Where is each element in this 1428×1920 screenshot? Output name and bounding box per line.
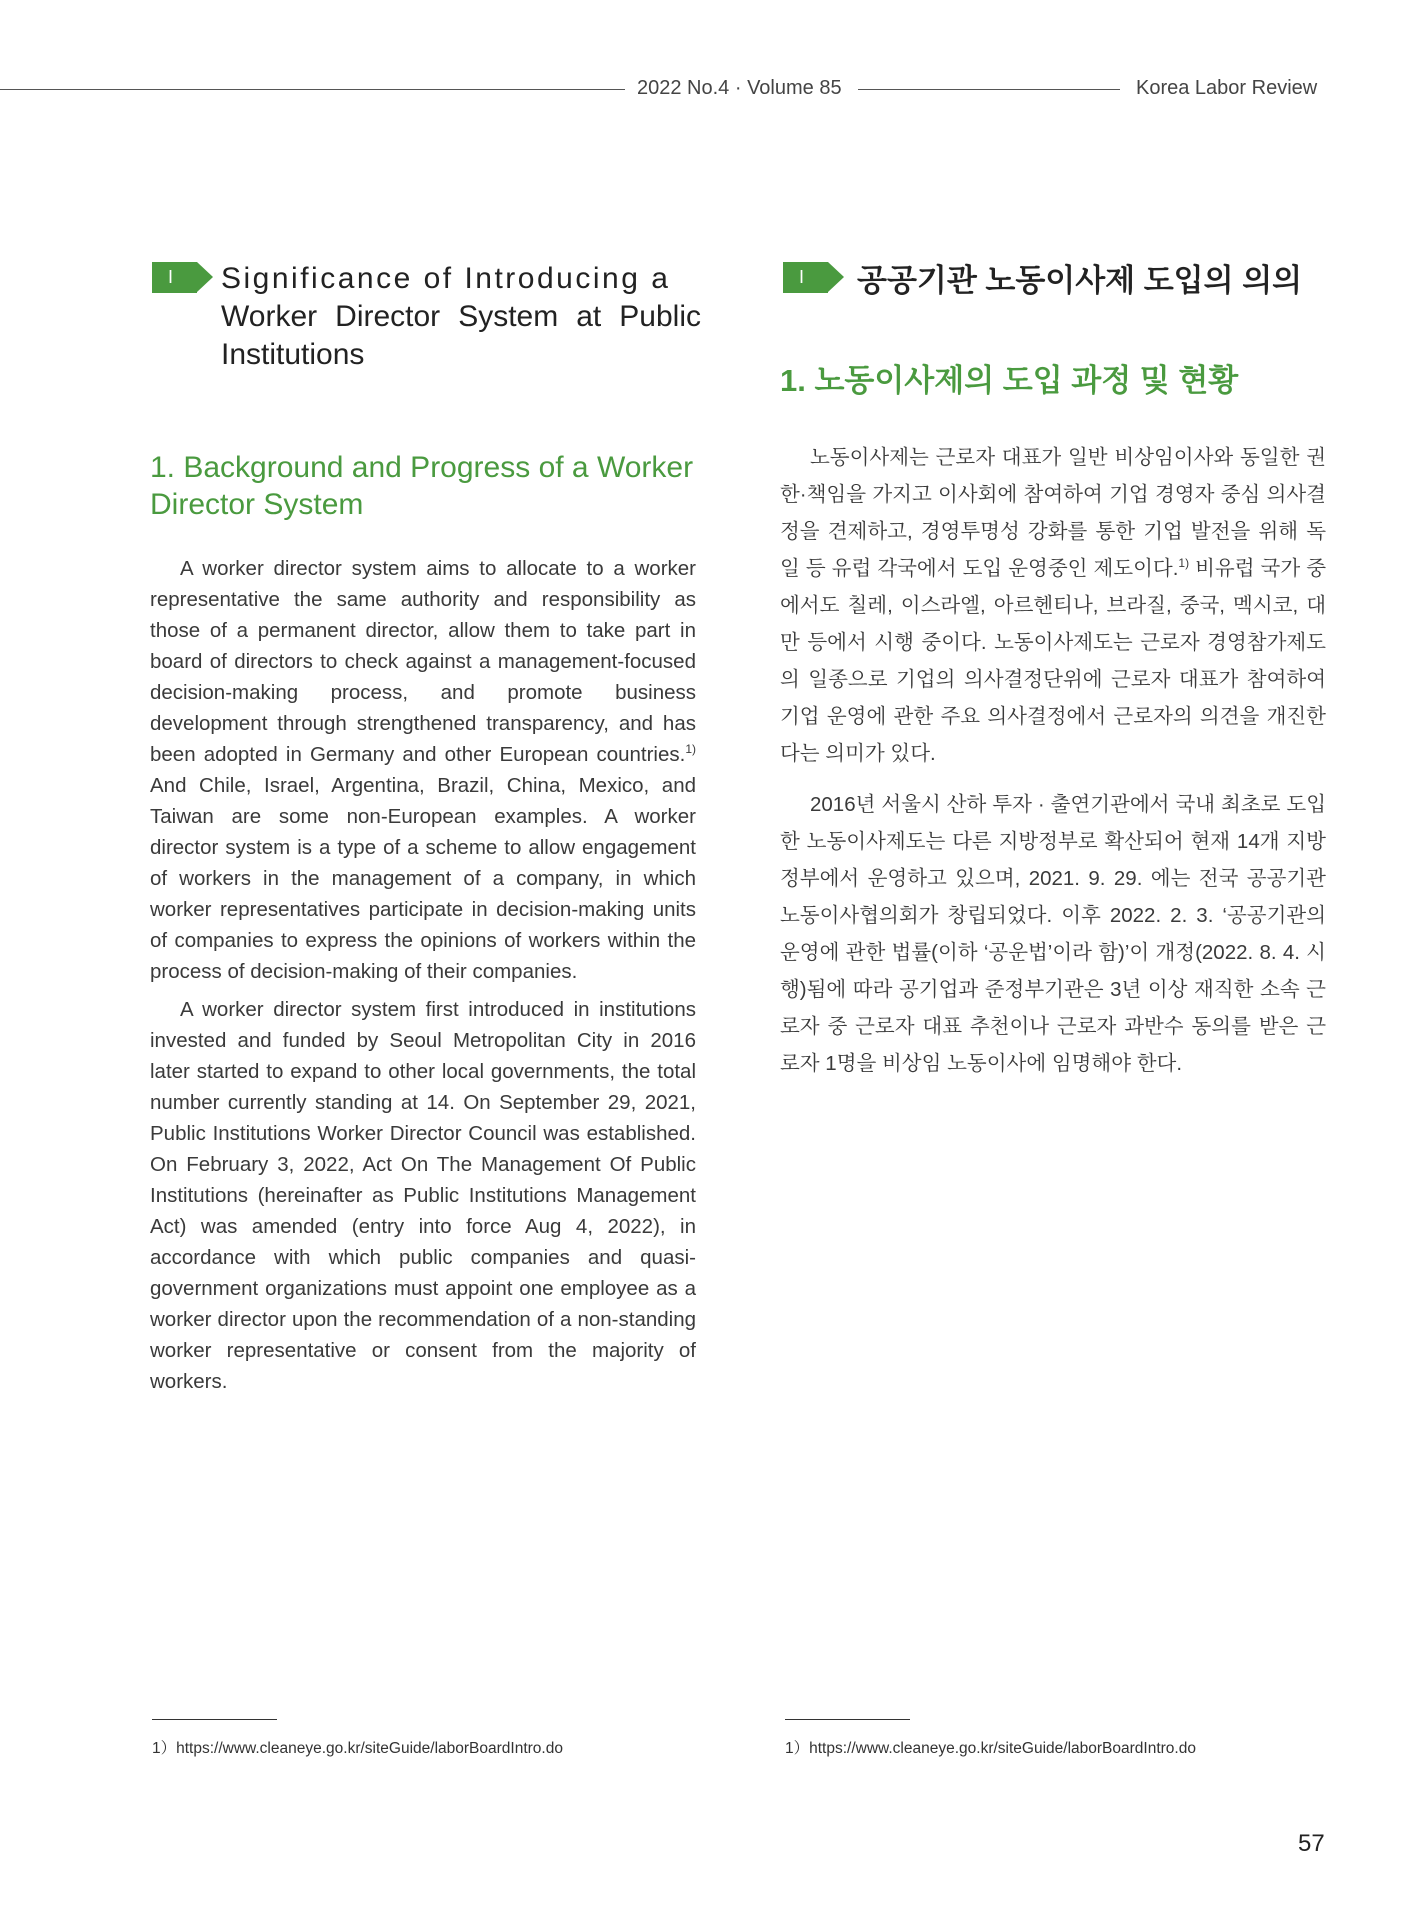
subsection-title-ko: 1. 노동이사제의 도입 과정 및 현황: [780, 363, 1239, 398]
footnote-marker-ko: 1): [1178, 556, 1190, 571]
footnote-rule-ko: [785, 1719, 910, 1720]
header-rule-mid: [858, 89, 1120, 90]
section-title-en: [221, 260, 701, 374]
footnote-marker-en: 1): [685, 742, 696, 757]
footnote-rule-en: [152, 1719, 277, 1720]
footnote-ko: 1）https://www.cleaneye.go.kr/siteGuide/laborBoardIntro.do: [785, 1740, 1196, 1757]
issue-label: 2022 No.4 · Volume 85: [637, 77, 842, 99]
section-title-en-rest: Worker Director System at Public Institutions: [221, 300, 701, 371]
section-badge-ko: [783, 262, 828, 293]
section-badge-en: [152, 262, 197, 293]
section-number-en: I: [167, 267, 173, 287]
body-text-ko: [780, 439, 1326, 1096]
footnote-en: 1）https://www.cleaneye.go.kr/siteGuide/laborBoardIntro.do: [152, 1740, 563, 1757]
journal-title: Korea Labor Review: [1136, 77, 1318, 99]
section-title-ko: 공공기관 노동이사제 도입의 의의: [857, 263, 1303, 298]
paragraph-ko-1: 노동이사제는 근로자 대표가 일반 비상임이사와 동일한 권한·책임을 가지고 이사회에 참여하여 기업 경영자 중심 의사결정을 견제하고, 경영투명성 강화를 통한 기업 발전을 위해 독일 등 유럽 각국에서 도입 운영중인 제도이다.$^{1)}$ 비유럽 국가 중에서도 칠레, 이스라엘, 아르헨티나, 브라질, 중국, 멕시코, 대만 등에서 시행 중이다. 노동이사제도는 근로자 경영참가제도의 일종으로 기업의 의사결정단위에 근로자 대표가 참여하여 기업 운영에 관한 주요 의사결정에서 근로자의 의견을 개진한다는 의미가 있다.: [780, 446, 1326, 765]
header-rule-left: [0, 89, 625, 90]
page-number: 57: [1298, 1830, 1325, 1857]
subsection-title-en: 1. Background and Progress of a Worker Director System: [150, 451, 694, 521]
section-title-en-line1: Significance of Introducing a: [221, 262, 671, 295]
section-number-ko: I: [798, 267, 804, 287]
paragraph-en-2: A worker director system first introduced in institutions invested and funded by Seoul Metropolitan City in 2016 later started to expand to other local governments, the total number currently standing at 14. On September 29, 2021, Public Institutions Worker Director Council was established. On February 3, 2022, Act On The Management Of Public Institutions (hereinafter as Public Institutions Management Act) was amended (entry into force Aug 4, 2022), in accordance with which public companies and quasi-government organizations must appoint one employee as a worker director upon the recommendation of a non-standing worker representative or consent from the majority of workers.: [150, 998, 696, 1393]
body-text-en: [150, 553, 696, 1404]
paragraph-en-1: A worker director system aims to allocate to a worker representative the same authority and responsibility as those of a permanent director, allow them to take part in board of directors to check against a management-focused decision-making process, and promote business development through strengthened transparency, and has been adopted in Germany and other European countries.$^{1)}$ And Chile, Israel, Argentina, Brazil, China, Mexico, and Taiwan are some non-European examples. A worker director system is a type of a scheme to allow engagement of workers in the management of a company, in which worker representatives participate in decision-making units of companies to express the opinions of workers within the process of decision-making of their companies.: [150, 557, 696, 983]
paragraph-ko-2: 2016년 서울시 산하 투자 · 출연기관에서 국내 최초로 도입한 노동이사제도는 다른 지방정부로 확산되어 현재 14개 지방정부에서 운영하고 있으며, 2021. 9. 29. 에는 전국 공공기관 노동이사협의회가 창립되었다. 이후 2022. 2. 3. ‘공공기관의 운영에 관한 법률(이하 ‘공운법’이라 함)’이 개정(2022. 8. 4. 시행)됨에 따라 공기업과 준정부기관은 3년 이상 재직한 소속 근로자 중 근로자 대표 추천이나 근로자 과반수 동의를 받은 근로자 1명을 비상임 노동이사에 임명해야 한다.: [780, 793, 1326, 1075]
